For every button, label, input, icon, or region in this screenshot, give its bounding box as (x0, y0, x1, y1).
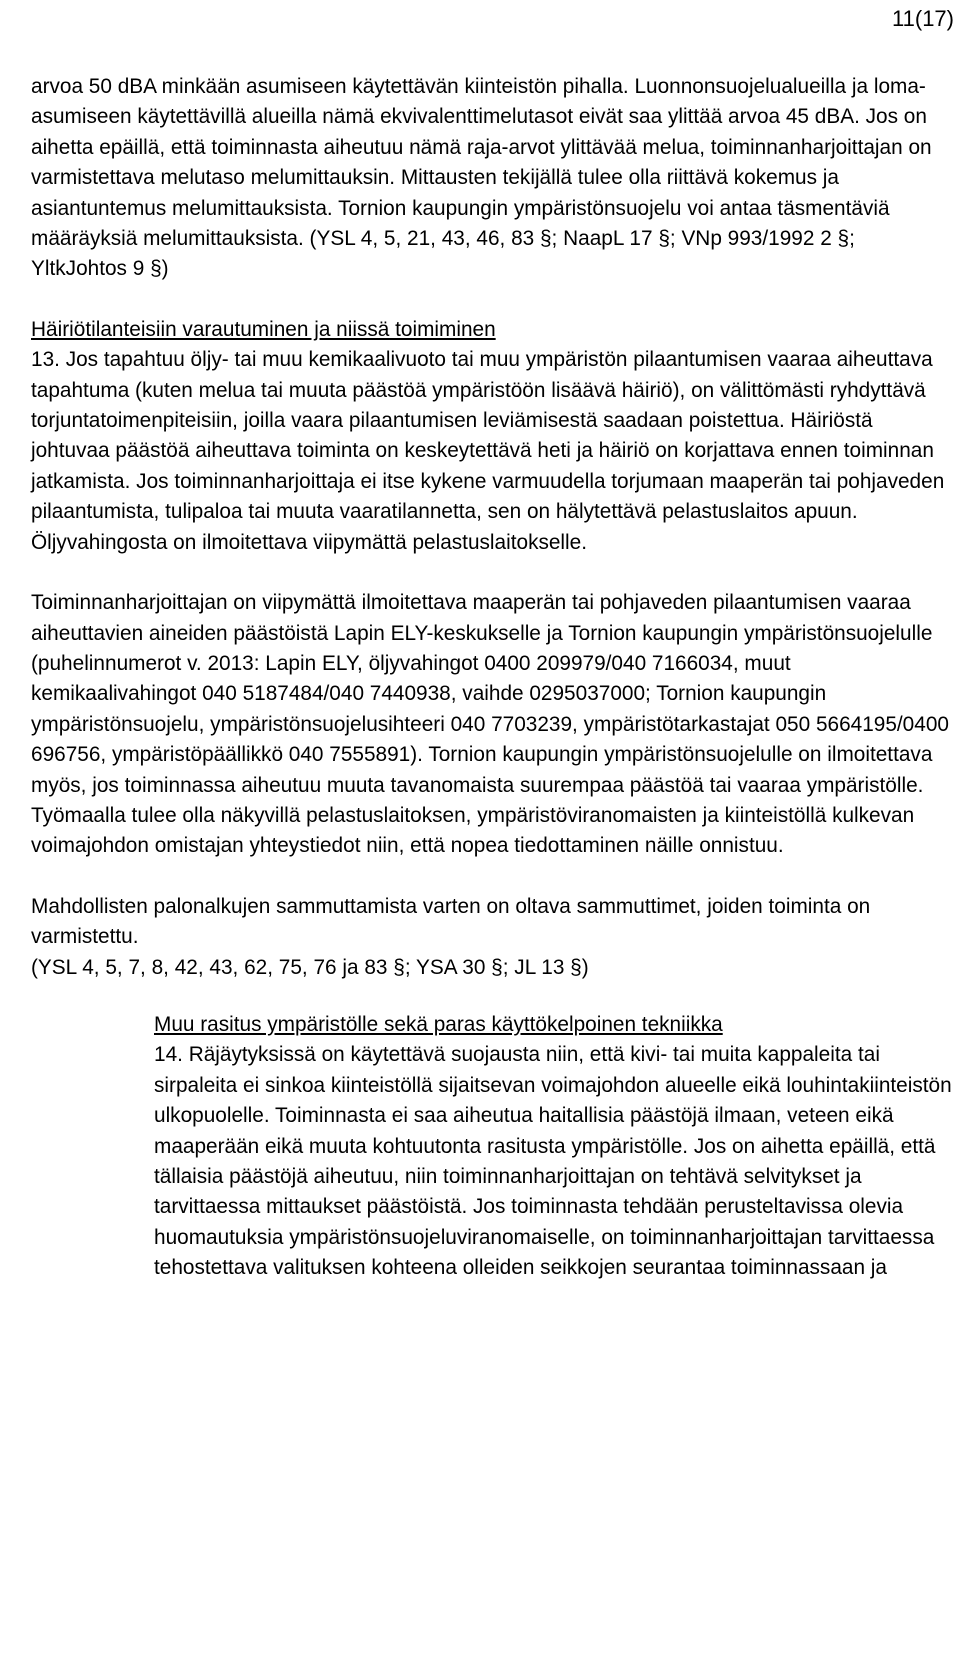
paragraph-extinguishers: Mahdollisten palonalkujen sammuttamista varten on oltava sammuttimet, joiden toiminta on varmistettu. (31, 894, 871, 949)
paragraph-legal-references: (YSL 4, 5, 7, 8, 42, 43, 62, 75, 76 ja 83 §; YSA 30 §; JL 13 §) (31, 955, 589, 979)
section-heading-other-burden: Muu rasitus ympäristölle sekä paras käyttökelpoinen tekniikka (154, 1012, 723, 1036)
paragraph-item-13: 13. Jos tapahtuu öljy- tai muu kemikaalivuoto tai muu ympäristön pilaantumisen vaaraa aiheuttava tapahtuma (kuten melua tai muuta päästöä ympäristöön lisäävä häiriö), on välittömästi ryhdyttävä torjuntatoimenpiteisiin, joilla vaara pilaantumisen leviämisestä saadaan poistettua. Häiriöstä johtuvaa päästöä aiheuttava toiminta on keskeytettävä heti ja häiriö on korjattava ennen toiminnan jatkamista. Jos toiminnanharjoittaja ei itse kykene varmuudella torjumaan maaperän tai pohjaveden pilaantumista, tulipaloa tai muuta vaaratilannetta, sen on hälytettävä pelastuslaitos apuun. Öljyvahingosta on ilmoitettava viipymättä pelastuslaitokselle. (31, 348, 945, 554)
page-number: 11(17) (892, 6, 954, 31)
paragraph-notification-contacts: Toiminnanharjoittajan on viipymättä ilmoitettava maaperän tai pohjaveden pilaantumisen vaaraa aiheuttavien aineiden päästöistä Lapin ELY-keskukselle ja Tornion kaupungin ympäristönsuojelulle (puhelinnumerot v. 2013: Lapin ELY, öljyvahingot 0400 209979/040 7166034, muut kemikaalivahingot 040 5187484/040 7440938, vaihde 0295037000; Tornion kaupungin ympäristönsuojelu, ympäristönsuojelusihteeri 040 7703239, ympäristötarkastajat 050 5664195/0400 696756, ympäristöpäällikkö 040 7555891). Tornion kaupungin ympäristönsuojelulle on ilmoitettava myös, jos toiminnassa aiheutuu muuta tavanomaista suurempaa päästöä tai vaaraa ympäristölle. Työmaalla tulee olla näkyvillä pelastuslaitoksen, ympäristöviranomaisten ja kiinteistöllä kulkevan voimajohdon omistajan yhteystiedot niin, että nopea tiedottaminen näille onnistuu. (31, 591, 949, 858)
paragraph-item-14: 14. Räjäytyksissä on käytettävä suojausta niin, että kivi- tai muita kappaleita tai sirpaleita ei sinkoa kiinteistöllä sijaitsevan voimajohdon alueelle eikä louhintakiinteistön ulkopuolelle. Toiminnasta ei saa aiheutua haitallisia päästöjä ilmaan, veteen eikä maaperään eikä muuta kohtuutonta rasitusta ympäristölle. Jos on aihetta epäillä, että tällaisia päästöjä aiheutuu, niin toiminnanharjoittajan on tehtävä selvitykset ja tarvittaessa mittaukset päästöistä. Jos toiminnasta tehdään perusteltavissa olevia huomautuksia ympäristönsuojeluviranomaiselle, on toiminnanharjoittajan tarvittaessa tehostettava valituksen kohteena olleiden seikkojen seurantaa toiminnassaan ja (154, 1043, 952, 1280)
paragraph-noise-limits: arvoa 50 dBA minkään asumiseen käytettävän kiinteistön pihalla. Luonnonsuojelualueilla ja loma-asumiseen käytettävillä alueilla nämä ekvivalenttimelutasot eivät saa ylittää arvoa 45 dBA. Jos on aihetta epäillä, että toiminnasta aiheutuu nämä raja-arvot ylittävää melua, toiminnanharjoittajan on varmistettava melutaso melumittauksin. Mittausten tekijällä tulee olla riittävä kokemus ja asiantuntemus melumittauksista. Tornion kaupungin ympäristönsuojelu voi antaa täsmentäviä määräyksiä melumittauksista. (YSL 4, 5, 21, 43, 46, 83 §; NaapL 17 §; VNp 993/1992 2 §; YltkJohtos 9 §) (31, 75, 932, 281)
section-heading-incidents: Häiriötilanteisiin varautuminen ja niissä toimiminen (31, 317, 496, 341)
document-body (31, 72, 955, 1284)
